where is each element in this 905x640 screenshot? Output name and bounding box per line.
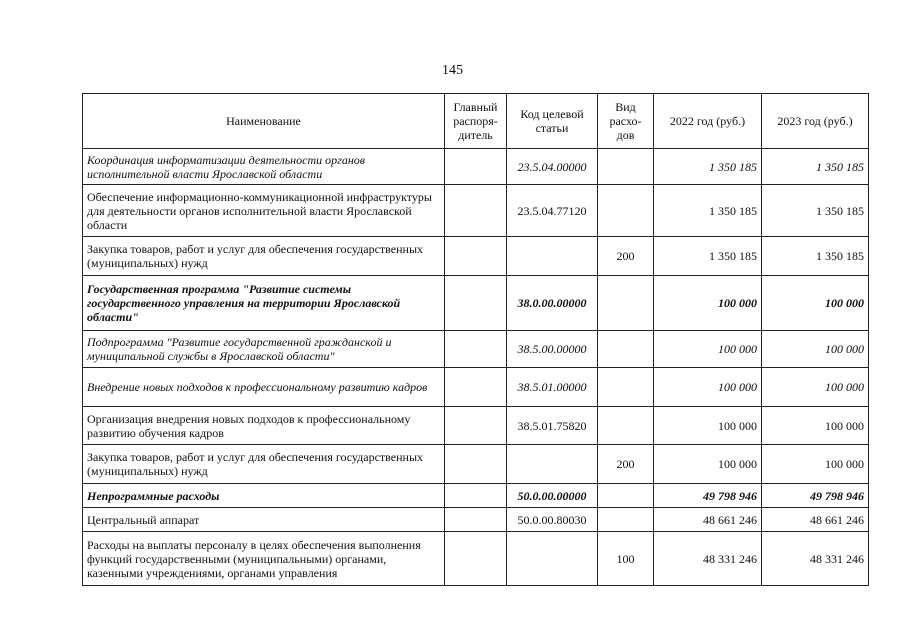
row-manager: [445, 237, 507, 276]
row-type: [598, 185, 654, 237]
row-2022: 100 000: [654, 368, 762, 407]
row-name: Закупка товаров, работ и услуг для обеспечения государственных (муниципальных) нужд: [83, 237, 445, 276]
row-code: 38.5.01.75820: [507, 407, 598, 445]
row-name: Расходы на выплаты персоналу в целях обеспечения выполнения функций государственными (муниципальными) органами, казенными учреждениями, органами управления: [83, 532, 445, 586]
row-type: [598, 368, 654, 407]
table-row: [83, 149, 869, 185]
table-row: [83, 532, 869, 586]
row-name: Непрограммные расходы: [83, 484, 445, 508]
row-name: Центральный аппарат: [83, 508, 445, 532]
row-2023: 1 350 185: [762, 185, 869, 237]
row-code: 38.0.00.00000: [507, 276, 598, 331]
row-2023: 49 798 946: [762, 484, 869, 508]
row-2022: 48 331 246: [654, 532, 762, 586]
row-name: Закупка товаров, работ и услуг для обеспечения государственных (муниципальных) нужд: [83, 445, 445, 484]
row-2023: 48 661 246: [762, 508, 869, 532]
row-type: [598, 331, 654, 368]
header-name: Наименование: [83, 94, 445, 149]
row-2023: 100 000: [762, 368, 869, 407]
row-type: [598, 484, 654, 508]
row-type: [598, 407, 654, 445]
row-2022: 100 000: [654, 276, 762, 331]
row-2023: 100 000: [762, 445, 869, 484]
row-code: 23.5.04.77120: [507, 185, 598, 237]
table-row: [83, 331, 869, 368]
row-2023: 48 331 246: [762, 532, 869, 586]
header-2023: 2023 год (руб.): [762, 94, 869, 149]
row-type: 200: [598, 237, 654, 276]
row-manager: [445, 484, 507, 508]
row-manager: [445, 368, 507, 407]
row-type: 200: [598, 445, 654, 484]
header-code: Код целевой статьи: [507, 94, 598, 149]
table-header-row: [83, 94, 869, 149]
budget-table: [82, 93, 869, 586]
row-name: Подпрограмма "Развитие государственной гражданской и муниципальной службы в Ярославской области": [83, 331, 445, 368]
row-name: Государственная программа "Развитие системы государственного управления на территории Ярославской области": [83, 276, 445, 331]
row-2023: 1 350 185: [762, 237, 869, 276]
row-2023: 100 000: [762, 276, 869, 331]
table-row: [83, 276, 869, 331]
row-name: Обеспечение информационно-коммуникационной инфраструктуры для деятельности органов исполнительной власти Ярославской области: [83, 185, 445, 237]
row-code: 38.5.00.00000: [507, 331, 598, 368]
table-row: [83, 508, 869, 532]
row-code: 50.0.00.00000: [507, 484, 598, 508]
header-2022: 2022 год (руб.): [654, 94, 762, 149]
row-2022: 100 000: [654, 445, 762, 484]
row-manager: [445, 276, 507, 331]
row-2022: 100 000: [654, 331, 762, 368]
row-code: [507, 237, 598, 276]
row-name: Координация информатизации деятельности органов исполнительной власти Ярославской области: [83, 149, 445, 185]
row-2022: 48 661 246: [654, 508, 762, 532]
table-row: [83, 185, 869, 237]
row-2022: 49 798 946: [654, 484, 762, 508]
row-manager: [445, 185, 507, 237]
row-type: 100: [598, 532, 654, 586]
table-row: [83, 237, 869, 276]
row-type: [598, 276, 654, 331]
row-manager: [445, 508, 507, 532]
row-manager: [445, 331, 507, 368]
table-row: [83, 484, 869, 508]
table-row: [83, 368, 869, 407]
row-manager: [445, 149, 507, 185]
row-code: [507, 445, 598, 484]
row-type: [598, 149, 654, 185]
row-2023: 100 000: [762, 331, 869, 368]
row-manager: [445, 445, 507, 484]
table-row: [83, 407, 869, 445]
page-number: 145: [442, 63, 463, 78]
row-code: 50.0.00.80030: [507, 508, 598, 532]
row-name: Внедрение новых подходов к профессиональному развитию кадров: [83, 368, 445, 407]
row-2022: 1 350 185: [654, 185, 762, 237]
row-manager: [445, 532, 507, 586]
row-code: [507, 532, 598, 586]
row-code: 23.5.04.00000: [507, 149, 598, 185]
row-2022: 1 350 185: [654, 237, 762, 276]
table-row: [83, 445, 869, 484]
row-name: Организация внедрения новых подходов к профессиональному развитию обучения кадров: [83, 407, 445, 445]
row-code: 38.5.01.00000: [507, 368, 598, 407]
row-manager: [445, 407, 507, 445]
row-type: [598, 508, 654, 532]
header-type: Вид расхо-дов: [598, 94, 654, 149]
row-2022: 100 000: [654, 407, 762, 445]
header-manager: Главный распоря-дитель: [445, 94, 507, 149]
row-2022: 1 350 185: [654, 149, 762, 185]
row-2023: 1 350 185: [762, 149, 869, 185]
row-2023: 100 000: [762, 407, 869, 445]
